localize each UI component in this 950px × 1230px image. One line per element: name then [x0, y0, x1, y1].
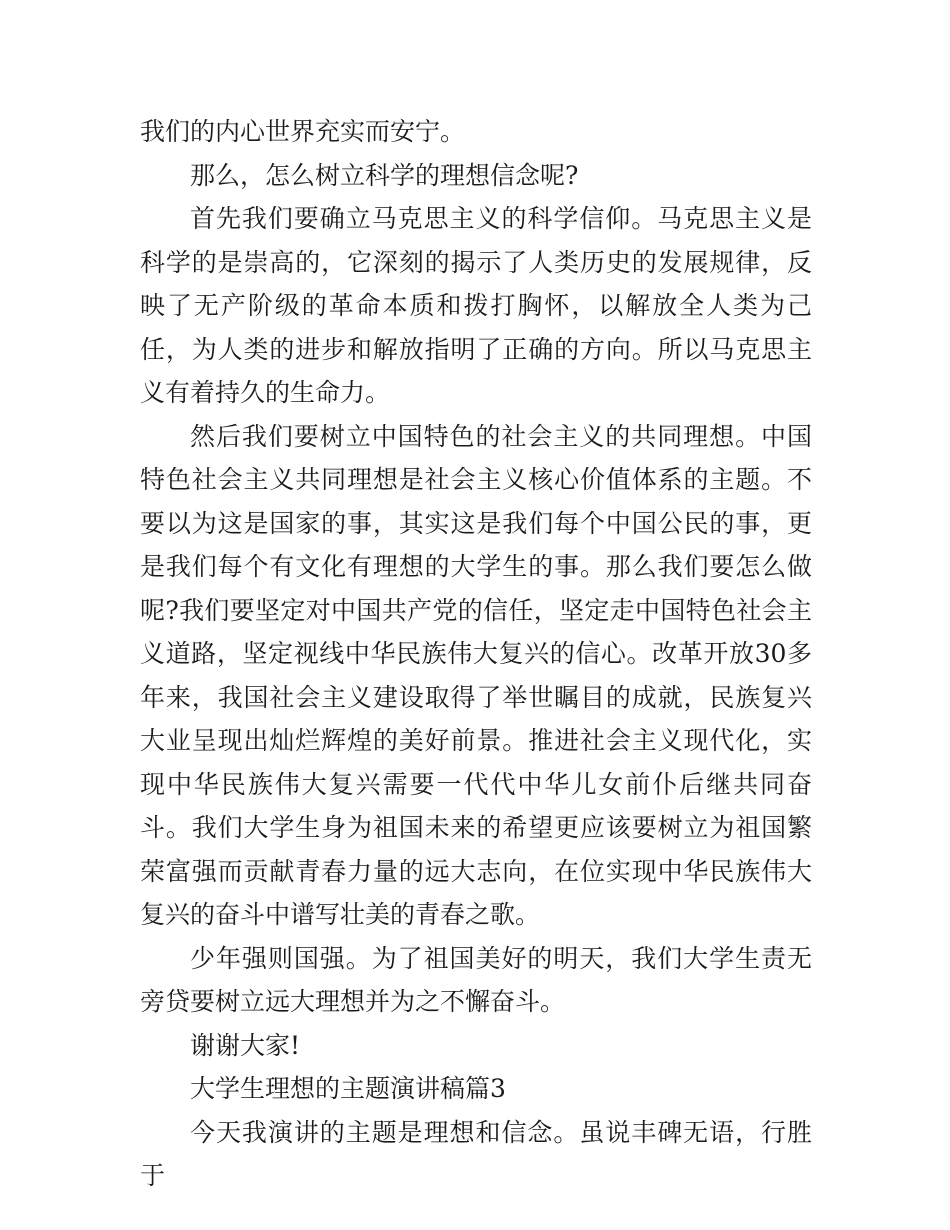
paragraph-youth: 少年强则国强。为了祖国美好的明天，我们大学生责无旁贷要树立远大理想并为之不懈奋斗。 [140, 943, 812, 1016]
section-heading: 大学生理想的主题演讲稿篇3 [190, 1074, 506, 1103]
paragraph-continuation: 我们的内心世界充实而安宁。 [140, 117, 466, 146]
paragraph-intro: 今天我演讲的主题是理想和信念。虽说丰碑无语，行胜于 [140, 1117, 812, 1190]
paragraph-marxism: 首先我们要确立马克思主义的科学信仰。马克思主义是科学的是崇高的，它深刻的揭示了人类历史的发展规律，反映了无产阶级的革命本质和拨打胸怀，以解放全人类为己任，为人类的进步和解放指明了正确的方向。所以马克思主义有着持久的生命力。 [140, 204, 812, 407]
paragraph-question: 那么，怎么树立科学的理想信念呢? [190, 160, 579, 190]
paragraph-socialism: 然后我们要树立中国特色的社会主义的共同理想。中国特色社会主义共同理想是社会主义核心价值体系的主题。不要以为这是国家的事，其实这是我们每个中国公民的事，更是我们每个有文化有理想的大学生的事。那么我们要怎么做呢?我们要坚定对中国共产党的信任，坚定走中国特色社会主义道路，坚定视线中华民族伟大复兴的信心。改革开放30多年来，我国社会主义建设取得了举世瞩目的成就，民族复兴大业呈现出灿烂辉煌的美好前景。推进社会主义现代化，实现中华民族伟大复兴需要一代代中华儿女前仆后继共同奋斗。我们大学生身为祖国未来的希望更应该要树立为祖国繁荣富强而贡献青春力量的远大志向，在位实现中华民族伟大复兴的奋斗中谱写壮美的青春之歌。 [140, 421, 812, 929]
paragraph-thanks: 谢谢大家! [190, 1030, 301, 1060]
